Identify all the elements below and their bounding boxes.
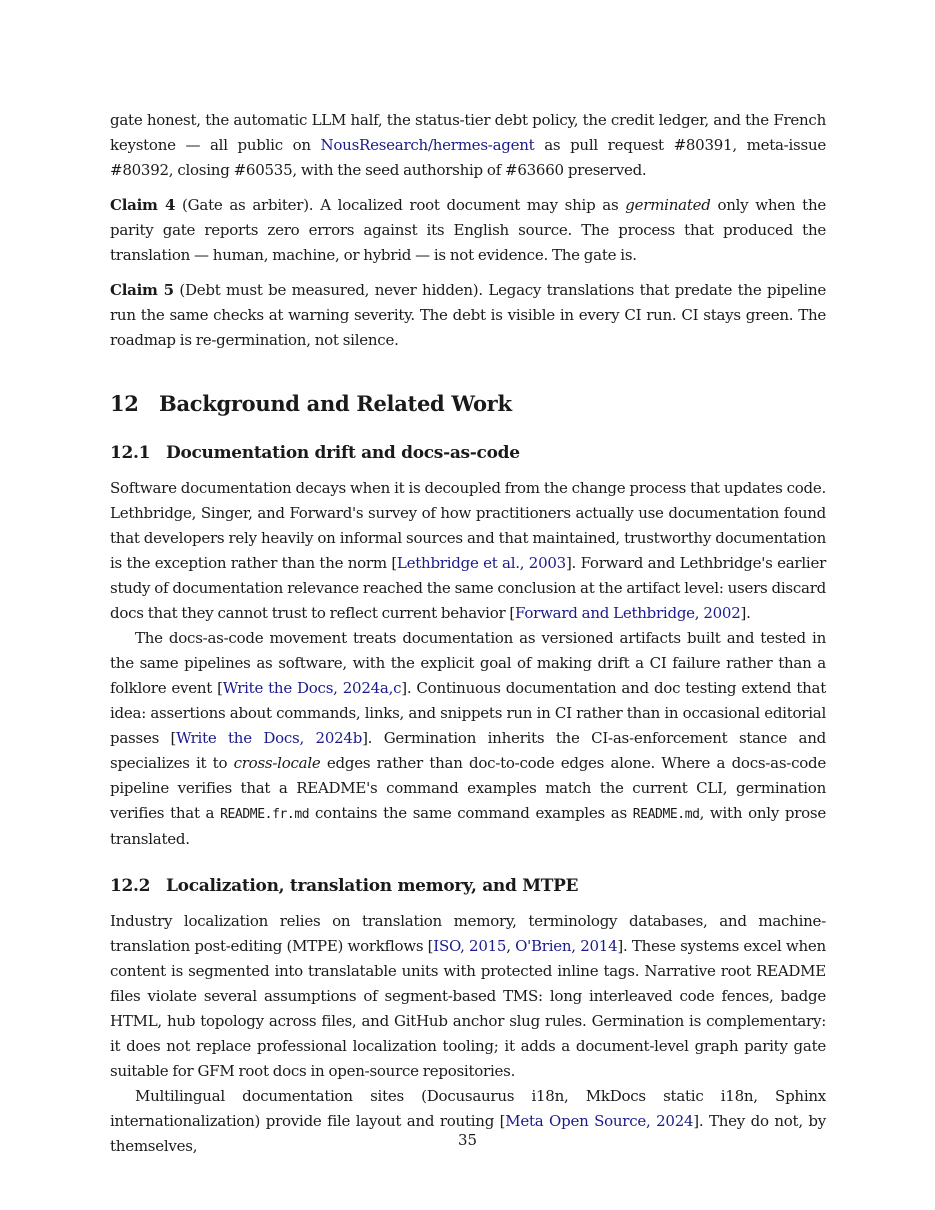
repo-link[interactable]: NousResearch/hermes-agent [320,136,535,154]
claim-4-text-b: only when the parity gate reports zero errors against its English source. The process that produced the translation — human, machine, or hybrid — is not evidence. The gate is. [110,196,826,264]
claim-4-head: Claim 4 [110,196,176,214]
subsection-title: Localization, translation memory, and MTPE [166,876,579,896]
text-run: ]. Germination inherits the CI-as-enforcement stance and specializes it to [110,729,827,772]
paragraph-12-1-a [110,476,826,626]
citation-link[interactable]: Forward and Lethbridge, 2002 [515,604,741,622]
claim-5 [110,278,826,353]
subsection-heading-12-1 [110,441,826,465]
inline-code: README.md [632,807,700,822]
emphasis: cross-locale [233,754,321,772]
section-number: 12 [110,391,139,416]
claim-5-head: Claim 5 [110,281,174,299]
claim-5-title: (Debt must be measured, never hidden). [173,281,489,299]
text-run: edges rather than doc-to-code edges alone. Where a docs-as-code pipeline verifies that a README's command examples match the current CLI, germination verifies that a [110,754,826,822]
text-run: ]. Forward and Lethbridge's earlier study of documentation relevance reached the same conclusion at the artifact level: users discard docs that they cannot trust to reflect current behavior [ [110,554,826,622]
citation-link[interactable]: Lethbridge et al., 2003 [396,554,566,572]
page-number: 35 [457,1131,478,1149]
claim-4-text-a: A localized root document may ship as [320,196,626,214]
subsection-number: 12.2 [110,876,151,896]
citation-link[interactable]: Write the Docs, 2024a,c [222,679,402,697]
section-title: Background and Related Work [159,391,512,416]
intro-paragraph [110,108,826,183]
text-run: ]. They do not, by themselves, [110,1112,827,1155]
intro-text-b: as pull request #80391, meta-issue #80392, closing #60535, with the seed authorship of #63660 preserved. [110,136,826,179]
claim-5-text: Legacy translations that predate the pipeline run the same checks at warning severity. The debt is visible in every CI run. CI stays green. The roadmap is re-germination, not silence. [110,281,826,349]
paragraph-12-1-b [110,626,826,852]
subsection-heading-12-2 [110,874,826,898]
claim-4-emph: germinated [625,196,711,214]
section-heading [110,389,826,419]
text-run: ]. Continuous documentation and doc testing extend that idea: assertions about commands, links, and snippets run in CI rather than in occasional editorial passes [ [110,679,826,747]
page-body [110,108,826,1159]
text-run: , [506,937,516,955]
text-run: contains the same command examples as [309,804,633,822]
text-run: ]. [740,604,751,622]
intro-text-a: gate honest, the automatic LLM half, the status-tier debt policy, the credit ledger, and the French keystone — all public on [110,111,826,154]
subsection-title: Documentation drift and docs-as-code [166,443,520,463]
paragraph-12-2-a [110,909,826,1084]
claim-4-title: (Gate as arbiter). [175,196,321,214]
claim-4 [110,193,826,268]
text-run: The docs-as-code movement treats documentation as versioned artifacts built and tested in the same pipelines as software, with the explicit goal of making drift a CI failure rather than a folklore event [ [110,629,826,697]
citation-link[interactable]: Meta Open Source, 2024 [505,1112,694,1130]
text-run: Software documentation decays when it is decoupled from the change process that updates code. Lethbridge, Singer, and Forward's survey of how practitioners actually use documentation found that developers rely heavily on informal sources and that maintained, trustworthy documentation is the exception rather than the norm [ [110,479,826,572]
citation-link[interactable]: Write the Docs, 2024b [176,729,363,747]
citation-link[interactable]: ISO, 2015 [433,937,507,955]
inline-code: README.fr.md [220,807,310,822]
text-run: , with only prose translated. [110,804,826,848]
text-run: Industry localization relies on translation memory, terminology databases, and machine-translation post-editing (MTPE) workflows [ [110,912,826,955]
subsection-number: 12.1 [110,443,151,463]
text-run: Multilingual documentation sites (Docusaurus i18n, MkDocs static i18n, Sphinx internationalization) provide file layout and routing [ [110,1087,826,1130]
citation-link[interactable]: O'Brien, 2014 [515,937,618,955]
text-run: ]. These systems excel when content is segmented into translatable units with protected inline tags. Narrative root README files violate several assumptions of segment-based TMS: long interleaved code fences, badge HTML, hub topology across files, and GitHub anchor slug rules. Germination is complementary: it does not replace professional localization tooling; it adds a document-level graph parity gate suitable for GFM root docs in open-source repositories. [110,937,826,1080]
